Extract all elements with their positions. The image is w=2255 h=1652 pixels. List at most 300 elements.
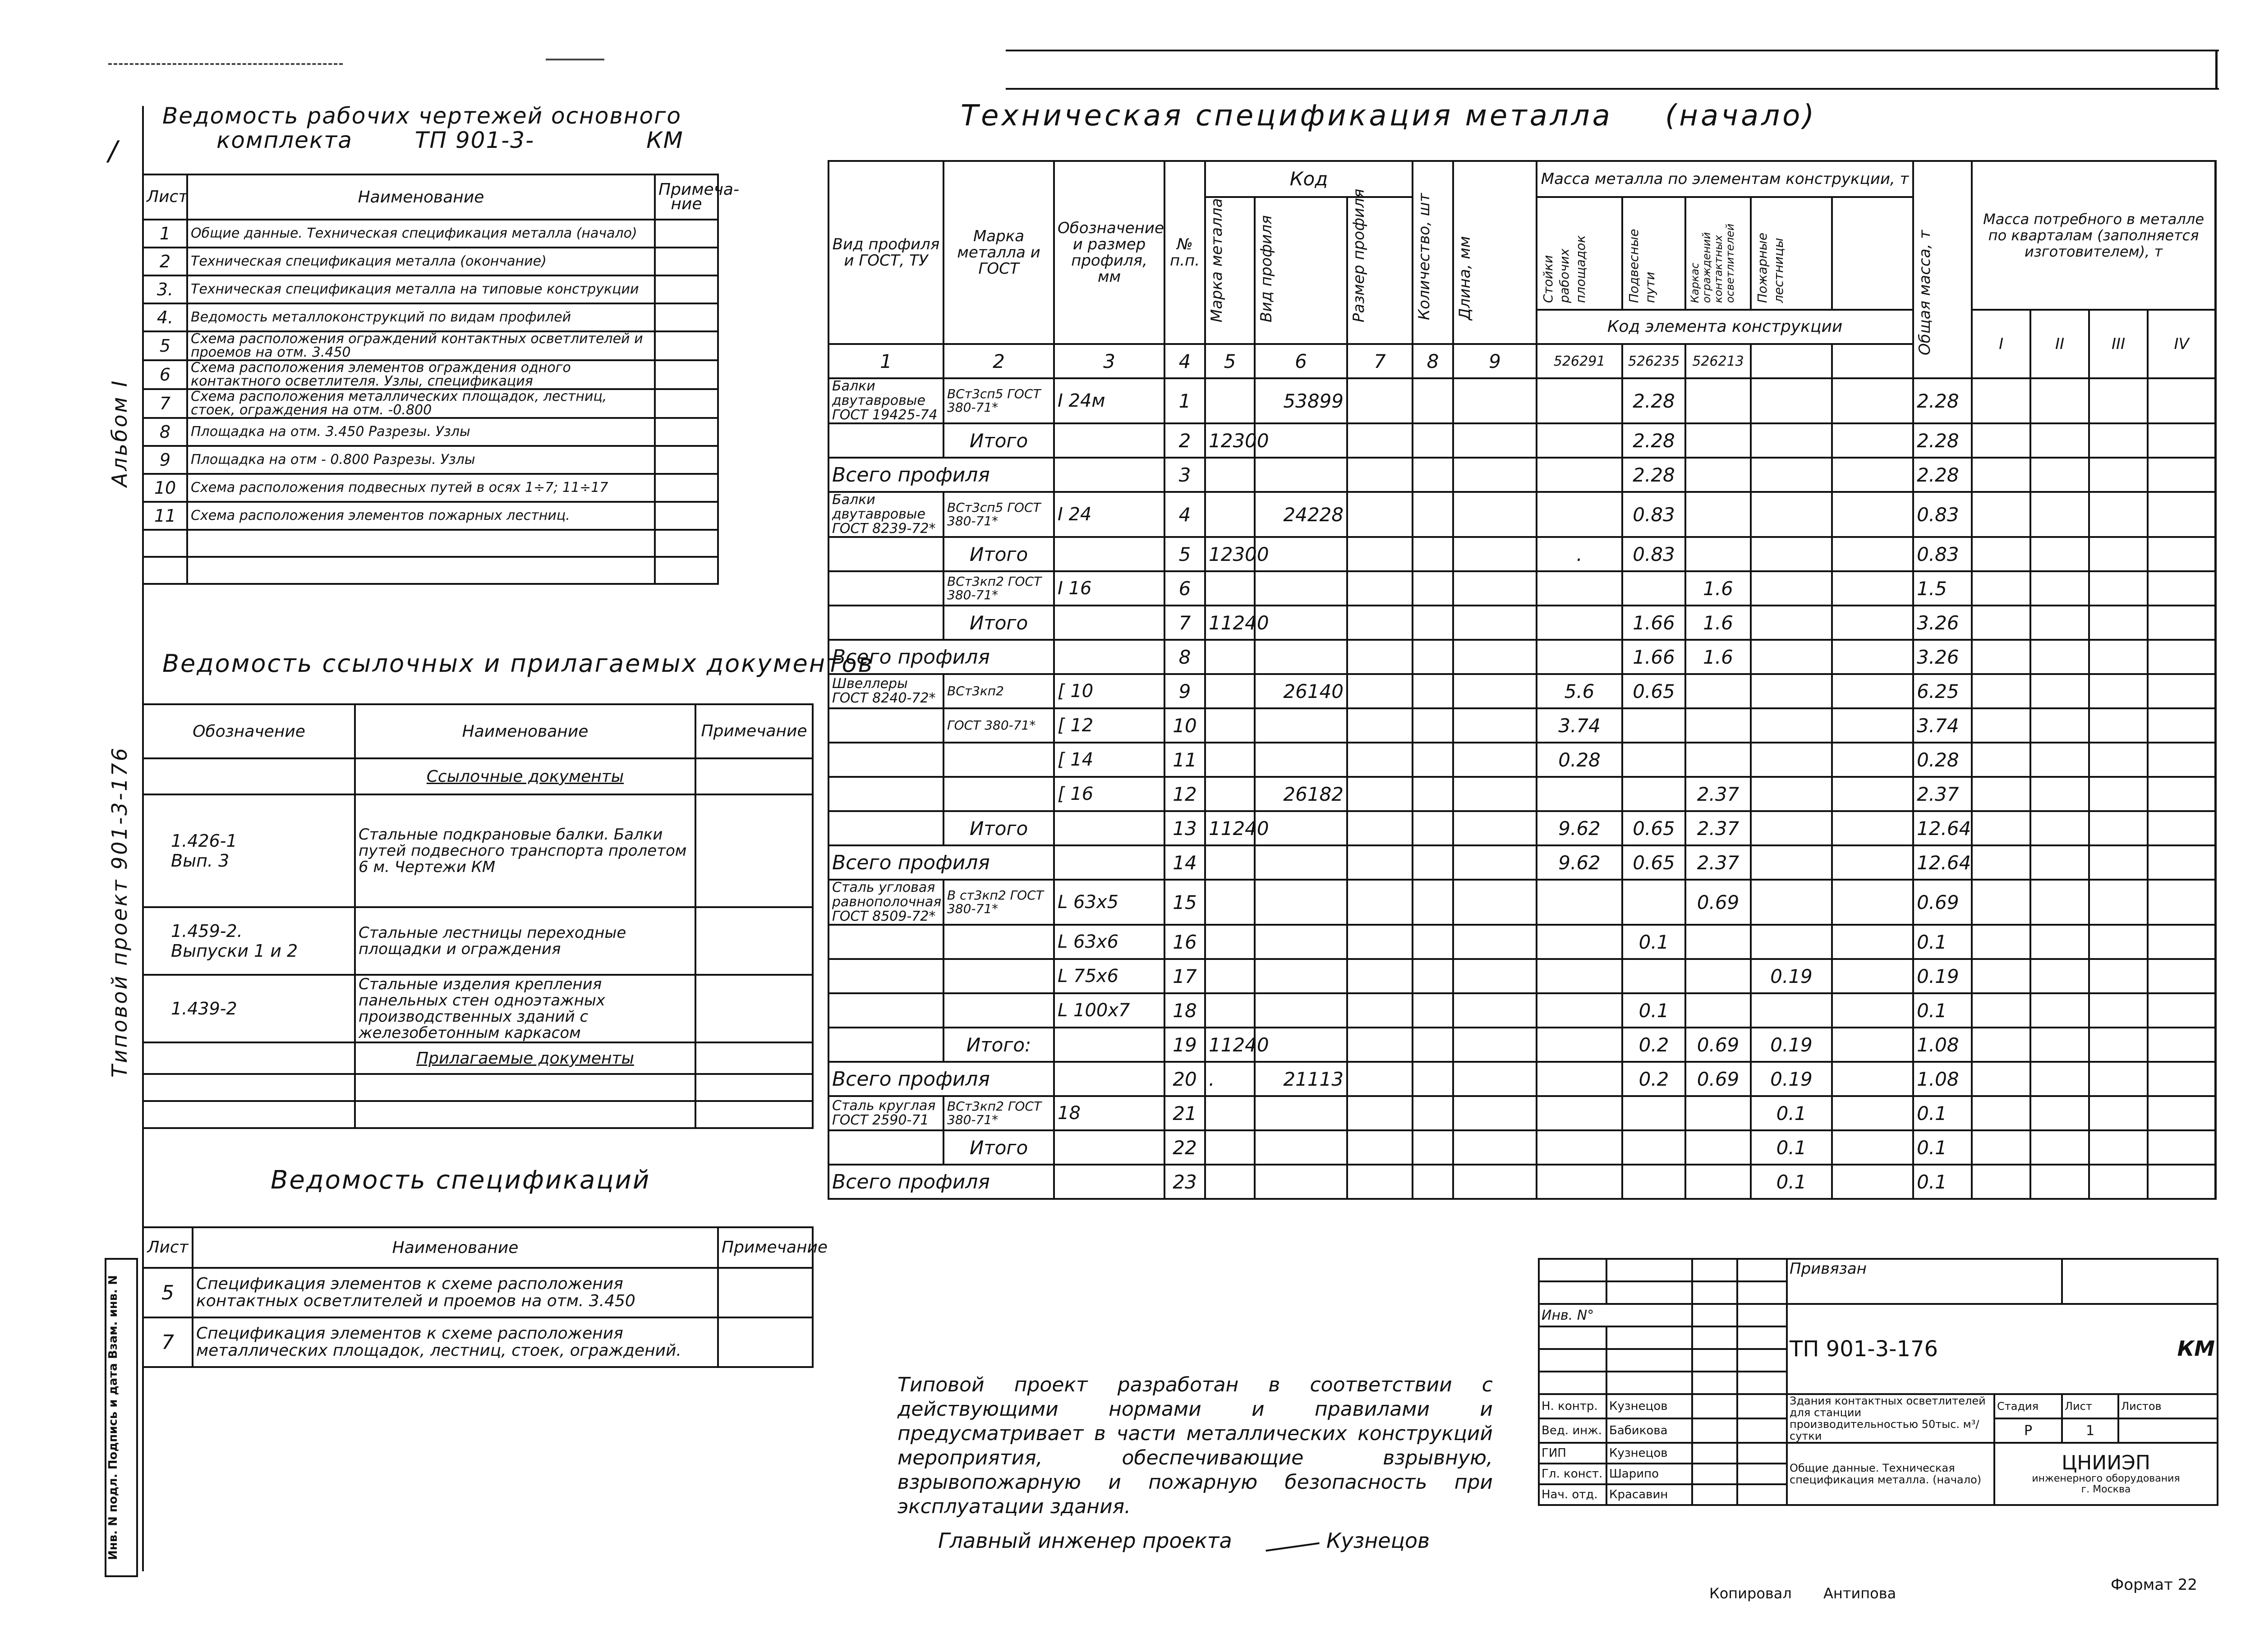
spec-fill: [2215, 423, 2216, 458]
spec-code-size: [1347, 925, 1413, 959]
spec-quarter: [2089, 880, 2148, 925]
spec-number: 17: [1164, 959, 1205, 993]
stamp-person-row: [1539, 1443, 2218, 1464]
spec-profile: [828, 993, 943, 1028]
spec-row: [828, 1165, 2216, 1199]
spec-code-mark: [1205, 492, 1255, 537]
spec-total: 1.08: [1913, 1028, 1972, 1062]
spec-qty: [1413, 777, 1453, 811]
doc-note: [695, 907, 813, 975]
spec-number: 1: [1164, 378, 1205, 423]
spec-code-profile: [1255, 708, 1347, 743]
spec-length: [1453, 959, 1537, 993]
spec-quarter: [2148, 959, 2215, 993]
spec-el5: [1832, 458, 1913, 492]
spec-quarter: [1972, 959, 2030, 993]
sheet-name: Схема расположения ограждений контактных осветлителей и проемов на отм. 3.450: [187, 331, 655, 360]
spec-quarter: [1972, 993, 2030, 1028]
specs-header: [143, 1227, 813, 1268]
docs-h-code: Обозначение: [143, 704, 355, 758]
spec-code-profile: [1255, 458, 1347, 492]
spec-el2: [1622, 777, 1685, 811]
spec-total: 2.28: [1913, 423, 1972, 458]
spec-quarter: [2089, 1028, 2148, 1062]
spec-quarter: [2148, 537, 2215, 571]
spec-mark: Итого: [943, 537, 1054, 571]
sheets-list-h-note: Примеча-ние: [655, 174, 718, 220]
spec-number: 22: [1164, 1130, 1205, 1165]
spec-h-qty: Количество, шт: [1415, 193, 1434, 320]
spec-el4: 0.19: [1751, 1028, 1832, 1062]
stamp-code-cell: [1787, 1304, 2218, 1394]
docs-section2-row: [143, 1042, 813, 1074]
spec-el1: 5.6: [1537, 674, 1622, 708]
stamp-org: ЦНИИЭП: [2062, 1451, 2150, 1474]
docs-header: [143, 704, 813, 758]
spec-el1: 9.62: [1537, 811, 1622, 845]
spec-length: [1453, 606, 1537, 640]
spec-h-el4: Пожарные лестницы: [1755, 233, 1786, 303]
spec-el2: 2.28: [1622, 423, 1685, 458]
spec-designation: [1054, 537, 1164, 571]
spec-quarter: [2148, 925, 2215, 959]
sheet-number: 7: [143, 389, 187, 418]
spec-row: [828, 993, 2216, 1028]
stamp-role: Вед. инж.: [1539, 1418, 1606, 1443]
specs-h-note: Примечание: [718, 1227, 813, 1268]
spec-el1: [1537, 1165, 1622, 1199]
spec-quarter: [2089, 458, 2148, 492]
spec-qty: [1413, 492, 1453, 537]
spec-designation: [1054, 606, 1164, 640]
spec-code-size: [1347, 743, 1413, 777]
spec-length: [1453, 993, 1537, 1028]
spec-profile: [828, 537, 943, 571]
spec-h-fill-cell: [2215, 161, 2216, 378]
spec-number: 7: [1164, 606, 1205, 640]
spec-length: [1453, 743, 1537, 777]
spec-code-profile: [1255, 1130, 1347, 1165]
spec-colnum: 6: [1255, 344, 1347, 378]
stamp-sheets: [2118, 1418, 2218, 1443]
spec-row: [828, 378, 2216, 423]
spec-quarter: [1972, 925, 2030, 959]
spec-el5: [1832, 845, 1913, 880]
spec-el3: [1685, 423, 1751, 458]
sheets-list-row: [143, 474, 718, 502]
sheet-name: Схема расположения металлических площадок, лестниц, стоек, ограждения на отм. -0.800: [187, 389, 655, 418]
spec-el3: 2.37: [1685, 845, 1751, 880]
spec-number: 4: [1164, 492, 1205, 537]
spec-total: 0.83: [1913, 492, 1972, 537]
stamp-org-sub: инженерного оборудования: [2032, 1473, 2180, 1484]
sheet-note: [655, 360, 718, 389]
sheet-note: [655, 474, 718, 502]
spec-number: 9: [1164, 674, 1205, 708]
spec-length: [1453, 378, 1537, 423]
spec-h-no: № п.п.: [1164, 161, 1205, 344]
spec-el2: 0.1: [1622, 925, 1685, 959]
spec-total: 0.1: [1913, 1096, 1972, 1130]
spec-number: 20: [1164, 1062, 1205, 1096]
doc-code: 1.439-2: [143, 975, 355, 1042]
spec-el3: 0.69: [1685, 880, 1751, 925]
spec-code-size: [1347, 1028, 1413, 1062]
spec-h-code-size: Размер профиля: [1350, 188, 1368, 322]
spec-row: [828, 458, 2216, 492]
spec-designation: [ 12: [1054, 708, 1164, 743]
sheet-note: [655, 389, 718, 418]
spec-mark: В ст3кп2 ГОСТ 380-71*: [943, 880, 1054, 925]
chief-name: Кузнецов: [1326, 1528, 1430, 1553]
spec-quarter: [2030, 880, 2089, 925]
sheet-name: Ведомость металлоконструкций по видам профилей: [187, 303, 655, 331]
spec-quarter: [1972, 811, 2030, 845]
spec-fill: [2215, 743, 2216, 777]
spec-el3: [1685, 378, 1751, 423]
spec-mark: Итого: [943, 811, 1054, 845]
spec-quarter: [2030, 993, 2089, 1028]
spec-el4: [1751, 993, 1832, 1028]
spec-length: [1453, 537, 1537, 571]
spec-colnum: 2: [943, 344, 1054, 378]
spec-quarter: [1972, 880, 2030, 925]
spec-code-mark: 11240: [1205, 811, 1255, 845]
spec-mark: Итого: [943, 1130, 1054, 1165]
spec-el3: [1685, 959, 1751, 993]
sheets-list-table: [142, 174, 739, 585]
spec-el2: 0.83: [1622, 537, 1685, 571]
spec-row: [828, 537, 2216, 571]
spec-el2: [1622, 708, 1685, 743]
spec-quarter: [2148, 378, 2215, 423]
spec-length: [1453, 845, 1537, 880]
spec-qty: [1413, 1130, 1453, 1165]
stamp-person: Шарипо: [1606, 1464, 1692, 1484]
stamp-role: Н. контр.: [1539, 1394, 1606, 1418]
spec-number: 23: [1164, 1165, 1205, 1199]
spec-quarter: [2148, 492, 2215, 537]
spec-designation: L 63x5: [1054, 880, 1164, 925]
spec-code-profile: 53899: [1255, 378, 1347, 423]
sheets-list-row: [143, 389, 718, 418]
copied-name: Антипова: [1823, 1585, 1896, 1602]
spec-designation: [1054, 845, 1164, 880]
spec-row: [828, 959, 2216, 993]
spec-length: [1453, 1096, 1537, 1130]
spec-row: [828, 708, 2216, 743]
spec-quarter: [2030, 640, 2089, 674]
spec-el5: [1832, 993, 1913, 1028]
spec-h-code: Код: [1205, 161, 1413, 197]
spec-total: 0.28: [1913, 743, 1972, 777]
spec-length: [1453, 811, 1537, 845]
spec-row: [828, 606, 2216, 640]
top-rule-right2: [1006, 88, 2219, 90]
spec-row: [828, 492, 2216, 537]
spec-profile: [828, 811, 943, 845]
spec-profile: Швеллеры ГОСТ 8240-72*: [828, 674, 943, 708]
spec-quarter: [2030, 925, 2089, 959]
spec-profile: Всего профиля: [828, 640, 1054, 674]
sheet-number: 3.: [143, 275, 187, 303]
spec-el4: 0.19: [1751, 959, 1832, 993]
spec-fill: [2215, 378, 2216, 423]
spec-el3: [1685, 458, 1751, 492]
album-label: Альбом I: [107, 379, 132, 487]
spec-el4: [1751, 606, 1832, 640]
stamp-date: [1737, 1418, 1787, 1443]
spec-code-mark: 11240: [1205, 606, 1255, 640]
sheets-list-row: [143, 248, 718, 275]
spec-number: 12: [1164, 777, 1205, 811]
spec-el2: 0.1: [1622, 993, 1685, 1028]
sheets-list-row: [143, 502, 718, 530]
spec-fill: [2215, 674, 2216, 708]
spec-el3: [1685, 1165, 1751, 1199]
spec-title-text: Техническая спецификация металла: [961, 99, 1613, 133]
sheets-list-row: [143, 446, 718, 474]
spec-colnum: 526235: [1622, 344, 1685, 378]
top-rule-right: [1006, 50, 2219, 51]
spec-mark: ВСт3сп5 ГОСТ 380-71*: [943, 492, 1054, 537]
spec-h-code-prof-cell: [1255, 197, 1347, 344]
spec-profile: [828, 743, 943, 777]
spec-el3: [1685, 1130, 1751, 1165]
spec-quarter: [2148, 1130, 2215, 1165]
spec-el1: [1537, 1130, 1622, 1165]
spec-el2: 1.66: [1622, 640, 1685, 674]
spec-length: [1453, 1130, 1537, 1165]
spec-el3: 2.37: [1685, 777, 1751, 811]
spec-code-size: [1347, 1165, 1413, 1199]
spec-el4: 0.1: [1751, 1130, 1832, 1165]
spec-h-mark: Марка металла и ГОСТ: [943, 161, 1054, 344]
spec-code-profile: 26182: [1255, 777, 1347, 811]
spec-profile: Балки двутавровые ГОСТ 8239-72*: [828, 492, 943, 537]
spec-colnum: 7: [1347, 344, 1413, 378]
spec-profile: [828, 925, 943, 959]
spec-designation: [ 10: [1054, 674, 1164, 708]
spec-total: 0.1: [1913, 925, 1972, 959]
spec-qty: [1413, 1028, 1453, 1062]
spec-mark: ВСт3сп5 ГОСТ 380-71*: [943, 378, 1054, 423]
spec-row: [828, 423, 2216, 458]
spec-h-elcode: Код элемента конструкции: [1537, 310, 1913, 344]
spec-h-total: Общая масса, т: [1916, 230, 1934, 355]
spec-fill: [2215, 1165, 2216, 1199]
spec-el4: [1751, 571, 1832, 606]
sheet-name: Площадка на отм - 0.800 Разрезы. Узлы: [187, 446, 655, 474]
spec-el1: [1537, 640, 1622, 674]
spec-h-need: Масса потребного в металле по кварталам (заполняется изготовителем), т: [1972, 161, 2215, 310]
spec-quarter: [2030, 492, 2089, 537]
sheet-note: [655, 248, 718, 275]
spec-length: [1453, 1062, 1537, 1096]
spec-quarter: [2148, 423, 2215, 458]
spec-el1: [1537, 492, 1622, 537]
spec-code-mark: [1205, 845, 1255, 880]
spec-quarter: [2148, 606, 2215, 640]
spec-qty: [1413, 1165, 1453, 1199]
spec-fill: [2215, 571, 2216, 606]
spec-el1: 9.62: [1537, 845, 1622, 880]
stamp-org-cell: [1994, 1443, 2218, 1505]
spec-quarter: [1972, 743, 2030, 777]
spec-quarter: [1972, 378, 2030, 423]
sheets-list-row: [143, 303, 718, 331]
spec-h-q3: III: [2089, 310, 2148, 378]
spec-profile: Сталь круглая ГОСТ 2590-71: [828, 1096, 943, 1130]
spec-qty: [1413, 571, 1453, 606]
stamp-code: ТП 901-3-176: [1790, 1336, 1938, 1362]
spec-row: [828, 777, 2216, 811]
spec-fill: [2215, 708, 2216, 743]
spec-quarter: [2030, 708, 2089, 743]
spec-mark: Итого: [943, 606, 1054, 640]
spec-el2: 0.65: [1622, 845, 1685, 880]
spec-quarter: [2030, 1062, 2089, 1096]
spec-quarter: [2030, 811, 2089, 845]
doc-name: Стальные изделия крепления панельных стен одноэтажных производственных зданий с железобетонным каркасом: [355, 975, 695, 1042]
spec-quarter: [2030, 1165, 2089, 1199]
spec-code-size: [1347, 423, 1413, 458]
spec-quarter: [2148, 811, 2215, 845]
spec-code-mark: [1205, 993, 1255, 1028]
spec-qty: [1413, 993, 1453, 1028]
spec-profile: [828, 1130, 943, 1165]
doc-code: 1.459-2. Выпуски 1 и 2: [143, 907, 355, 975]
spec-length: [1453, 492, 1537, 537]
spec-code-mark: .: [1205, 1062, 1255, 1096]
spec-number: 16: [1164, 925, 1205, 959]
spec-el3: [1685, 708, 1751, 743]
spec-number: 11: [1164, 743, 1205, 777]
spec-qty: [1413, 640, 1453, 674]
spec-code-profile: [1255, 845, 1347, 880]
spec-row: [828, 1028, 2216, 1062]
spec-length: [1453, 1165, 1537, 1199]
spec-mark: ВСт3кп2: [943, 674, 1054, 708]
spec-el1: [1537, 925, 1622, 959]
spec-qty: [1413, 423, 1453, 458]
spec-el5: [1832, 880, 1913, 925]
spec-length: [1453, 571, 1537, 606]
spec-fill: [2215, 1062, 2216, 1096]
spec-quarter: [1972, 1130, 2030, 1165]
spec-el2: 0.2: [1622, 1028, 1685, 1062]
spec-quarter: [1972, 708, 2030, 743]
spec-fill: [2215, 811, 2216, 845]
stamp-sheet-title: Общие данные. Техническая спецификация металла. (начало): [1787, 1443, 1994, 1505]
spec-total: 0.1: [1913, 1130, 1972, 1165]
spec-mark: Итого: [943, 423, 1054, 458]
spec-code-mark: [1205, 925, 1255, 959]
spec-quarter: [1972, 1062, 2030, 1096]
spec-el2: 1.66: [1622, 606, 1685, 640]
docs-h-name: Наименование: [355, 704, 695, 758]
spec-el1: [1537, 1028, 1622, 1062]
spec-el5: [1832, 571, 1913, 606]
docs-section2: Прилагаемые документы: [355, 1042, 695, 1074]
spec-total: 6.25: [1913, 674, 1972, 708]
spec-row: [828, 1130, 2216, 1165]
spec-el5: [1832, 378, 1913, 423]
spec-quarter: [2148, 1096, 2215, 1130]
spec-code-size: [1347, 708, 1413, 743]
spec-h-el1-cell: [1537, 197, 1622, 310]
spec-el4: [1751, 880, 1832, 925]
copied-line: [1709, 1585, 1896, 1602]
sheets-list-h-sheet: Лист: [143, 174, 187, 220]
doc-name: Стальные подкрановые балки. Балки путей подвесного транспорта пролетом 6 м. Чертежи КМ: [355, 794, 695, 907]
spec-code-mark: 11240: [1205, 1028, 1255, 1062]
spec-designation: 18: [1054, 1096, 1164, 1130]
spec-quarter: [2089, 1096, 2148, 1130]
spec-length: [1453, 423, 1537, 458]
spec-sheet-number: 5: [143, 1268, 193, 1317]
spec-code-size: [1347, 811, 1413, 845]
sheets-list-row: [143, 418, 718, 446]
spec-el1: 3.74: [1537, 708, 1622, 743]
stamp-date: [1737, 1443, 1787, 1464]
spec-total: 12.64: [1913, 845, 1972, 880]
spec-designation: [1054, 1130, 1164, 1165]
signature-icon: [1692, 1443, 1737, 1464]
spec-el2: [1622, 1096, 1685, 1130]
spec-el4: 0.1: [1751, 1096, 1832, 1130]
spec-length: [1453, 640, 1537, 674]
spec-designation: [1054, 640, 1164, 674]
spec-quarter: [2030, 959, 2089, 993]
spec-designation: L 75x6: [1054, 959, 1164, 993]
spec-el3: 2.37: [1685, 811, 1751, 845]
spec-el1: [1537, 423, 1622, 458]
spec-code-profile: [1255, 1165, 1347, 1199]
spec-h-qty-cell: [1413, 161, 1453, 344]
spec-quarter: [2089, 845, 2148, 880]
spec-colnum: 5: [1205, 344, 1255, 378]
spec-number: 10: [1164, 708, 1205, 743]
spec-code-size: [1347, 959, 1413, 993]
spec-h-el3: Каркас ограждений контактных осветлителей: [1689, 223, 1737, 303]
sheet-name: Площадка на отм. 3.450 Разрезы. Узлы: [187, 418, 655, 446]
spec-mark: [943, 777, 1054, 811]
spec-mark: [943, 959, 1054, 993]
specs-h-sheet: Лист: [143, 1227, 193, 1268]
sheet-number: 6: [143, 360, 187, 389]
spec-profile: [828, 423, 943, 458]
spec-quarter: [2089, 537, 2148, 571]
specs-row: [143, 1317, 813, 1367]
spec-mark: [943, 743, 1054, 777]
sheets-list-row: [143, 220, 718, 248]
spec-quarter: [2089, 606, 2148, 640]
spec-el4: [1751, 378, 1832, 423]
spec-mark: [943, 925, 1054, 959]
spec-number: 2: [1164, 423, 1205, 458]
spec-quarter: [2148, 743, 2215, 777]
spec-number: 5: [1164, 537, 1205, 571]
spec-designation: L 100x7: [1054, 993, 1164, 1028]
sheets-list-title-code: ТП 901-3-: [414, 127, 535, 153]
spec-total: 2.28: [1913, 378, 1972, 423]
spec-total: 1.08: [1913, 1062, 1972, 1096]
spec-quarter: [2030, 743, 2089, 777]
spec-el5: [1832, 777, 1913, 811]
spec-el3: [1685, 492, 1751, 537]
spec-row: [828, 811, 2216, 845]
